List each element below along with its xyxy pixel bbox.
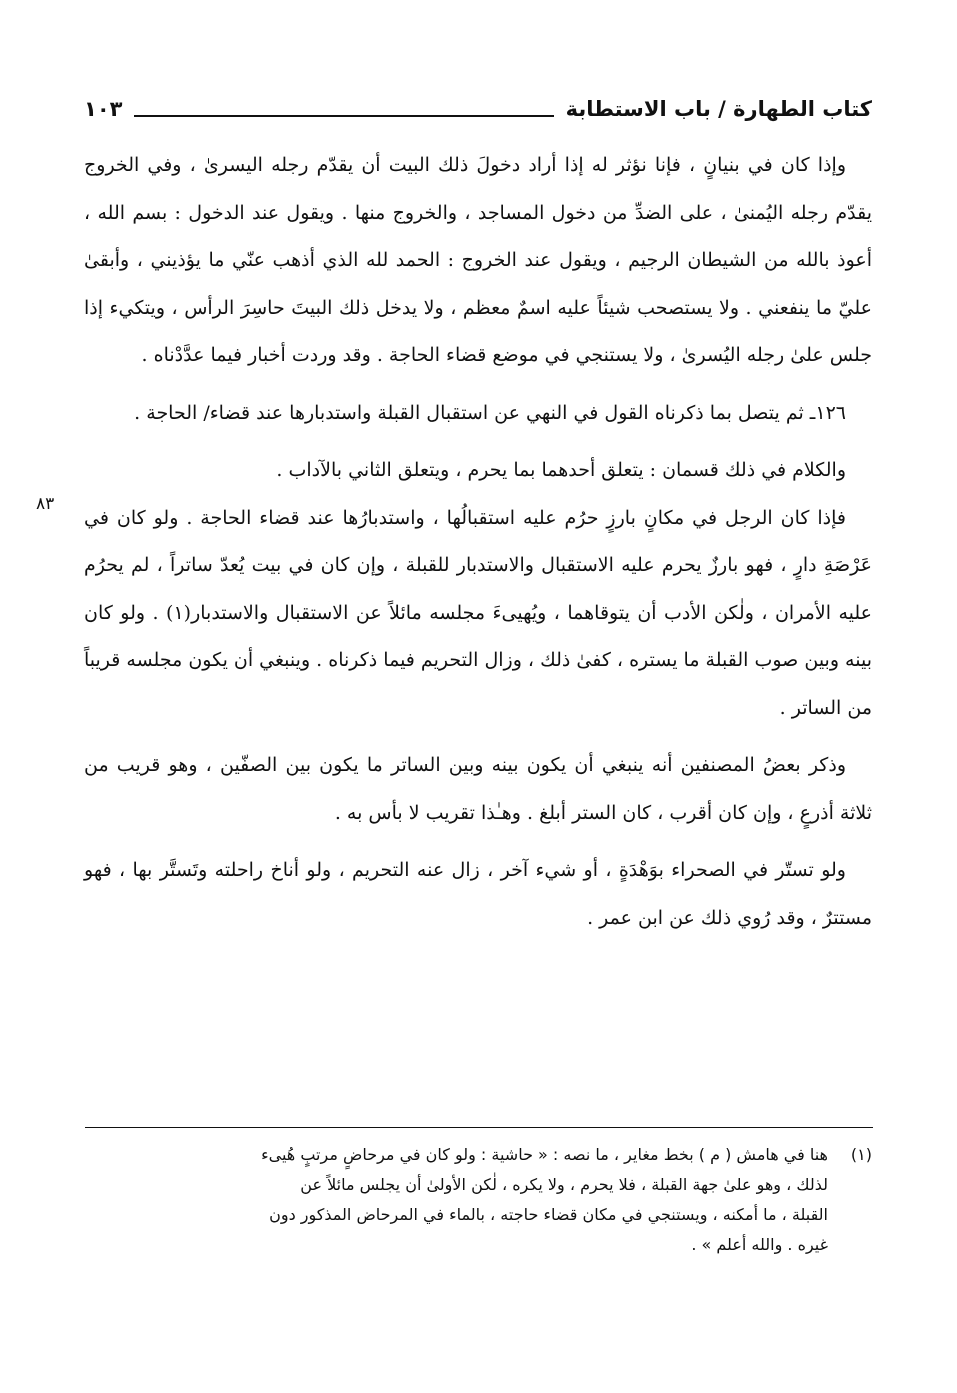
footnote-marker: (١) (850, 1145, 872, 1164)
main-text (84, 142, 872, 942)
footnote-line: غيره . والله أعلم » . (691, 1235, 828, 1254)
margin-page-reference: ٨٣ (36, 494, 55, 514)
paragraph-5: وذكر بعضُ المصنفين أنه ينبغي أن يكون بينه وبين الساتر ما يكون بين الصفّين ، وهو قريب من ثلاثة أذرعٍ ، وإن كان أقرب ، كان الستر أبلغ . وهـٰذا تقريب لا بأس به . (84, 754, 872, 824)
paragraph-2: ١٢٦ـ ثم يتصل بما ذكرناه القول في النهي عن استقبال القبلة واستدبارها عند قضاء/ الحاجة . (134, 401, 846, 424)
footnote-line: القبلة ، ما أمكنه ، ويستنجي في مكان قضاء حاجته ، بالماء في المرحاض المذكور دون (269, 1205, 828, 1224)
footnote-line: هنا في هامش ( م ) بخط مغاير ، ما نصه : « حاشية : ولو كان في مرحاضٍ مرتبٍ هُيىء (261, 1145, 828, 1164)
running-header (84, 88, 872, 124)
footnote-line: لذلك ، وهو علىٰ جهة القبلة ، فلا يحرم ، ولا يكره ، لٰكن الأولىٰ أن يجلس مائلاً عن (300, 1175, 828, 1194)
footnote-first-line (84, 1140, 872, 1170)
footnotes (84, 1140, 872, 1260)
paragraph-1: وإذا كان في بنيانٍ ، فإنا نؤثر له إذا أراد دخولَ ذلك البيت أن يقدّم رجله اليسرىٰ ، وفي الخروج يقدّم رجله اليُمنىٰ ، على الضدِّ من دخول المساجد ، والخروج منها . ويقول عند الدخول : بسم الله ، أعوذ بالله من الشيطان الرجيم ، ويقول عند الخروج : الحمد لله الذي أذهب عنّي ما يؤذيني ، وأبقىٰ عليّ ما ينفعني . ولا يستصحب شيئاً عليه اسمٌ معظم ، ولا يدخل ذلك البيتَ حاسِرَ الرأس ، ويتكيء إذا جلس علىٰ رجله اليُسرىٰ ، ولا يستنجي في موضع قضاء الحاجة . وقد وردت أخبار فيما عدَّدْناه . (84, 154, 872, 366)
page-number: ١٠٣ (84, 97, 123, 121)
header-rule (134, 115, 553, 117)
footnote-divider (85, 1127, 873, 1128)
paragraph-6: ولو تستّر في الصحراء بوَهْدَةٍ ، أو شيء آخر ، زال عنه التحريم ، ولو أناخ راحلته وتَستَّر بها ، فهو مستترٌ ، وقد رُوي ذلك عن ابن عمر . (84, 859, 872, 929)
paragraph-4: فإذا كان الرجل في مكانٍ بارزٍ حرُم عليه استقبالُها ، واستدبارُها عند قضاء الحاجة . ولو كان في عَرْصَةِ دارٍ ، فهو بارزٌ يحرم عليه الاستقبال والاستدبار للقبلة ، وإن كان في بيت يُعدّ ساتراً ، لم يحرُم عليه الأمران ، ولٰكن الأدب أن يتوقاهما ، ويُهيىءَ مجلسه مائلاً عن الاستقبال والاستدبار(١) . ولو كان بينه وبين صوب القبلة ما يستره ، كفىٰ ذلك ، وزال التحريم فيما ذكرناه . وينبغي أن يكون مجلسه قريباً من الساتر . (84, 506, 872, 719)
paragraph-3: والكلام في ذلك قسمان : يتعلق أحدهما بما يحرم ، ويتعلق الثاني بالآداب . (276, 459, 846, 481)
running-title: كتاب الطهارة / باب الاستطابة (565, 97, 872, 121)
